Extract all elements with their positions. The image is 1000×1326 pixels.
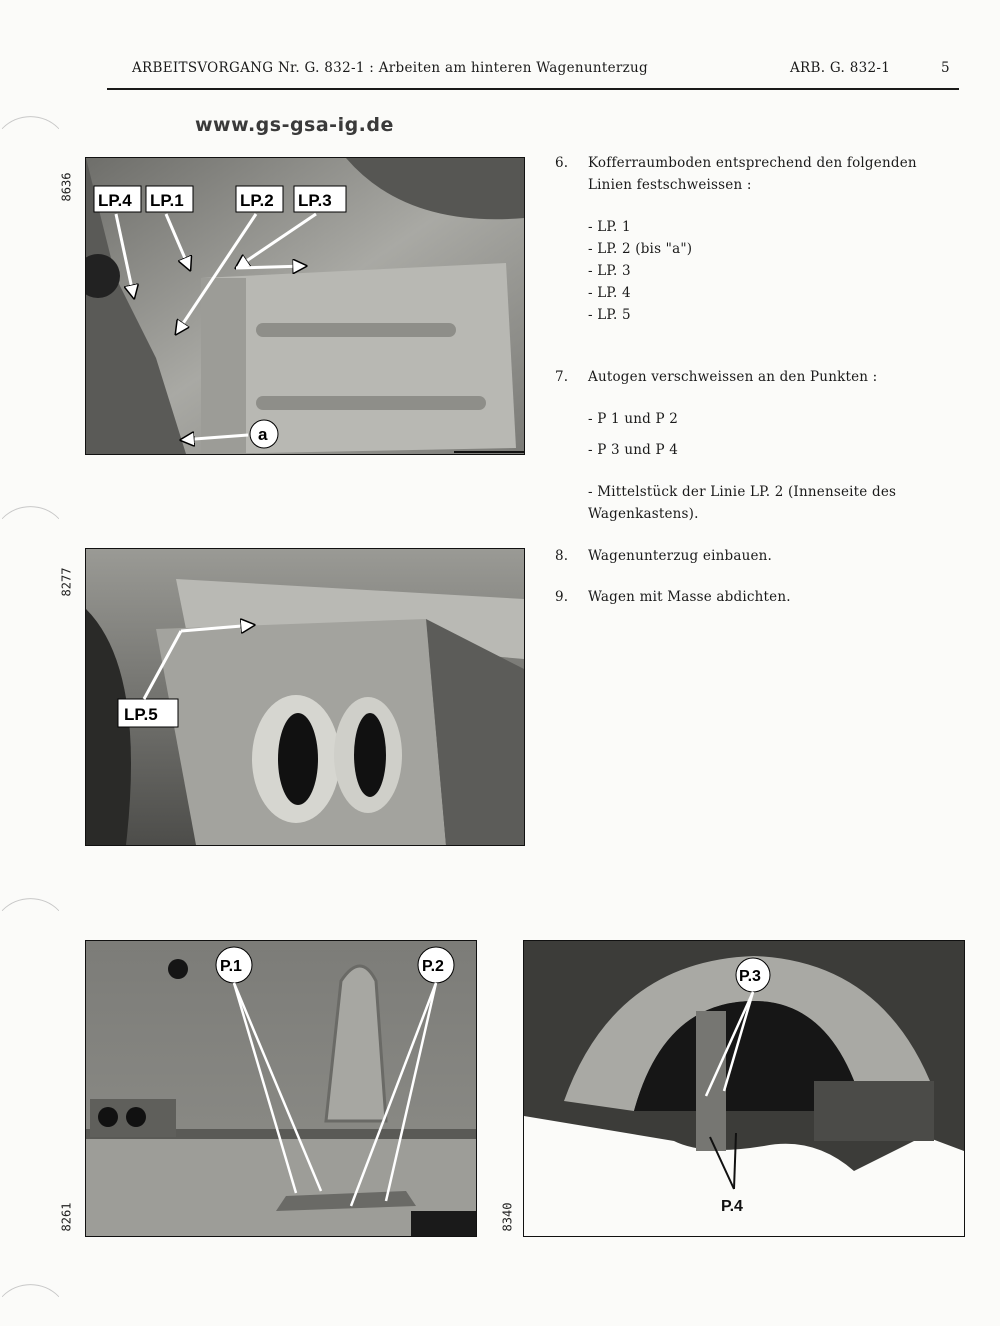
step-number: 7. bbox=[555, 369, 569, 385]
photo-number: 8636 bbox=[59, 172, 74, 202]
page-number: 5 bbox=[941, 60, 950, 76]
list-item: - LP. 4 bbox=[588, 285, 631, 301]
label-lp4: LP.4 bbox=[98, 191, 132, 210]
binder-mark bbox=[2, 1268, 60, 1326]
step-6 bbox=[555, 152, 955, 196]
header-title: ARBEITSVORGANG Nr. G. 832-1 : Arbeiten am hinteren Wagenunterzug bbox=[132, 60, 648, 76]
list-item: - P 1 und P 2 bbox=[588, 411, 679, 427]
list-item: - P 3 und P 4 bbox=[588, 442, 679, 458]
step-7 bbox=[555, 366, 955, 388]
step-text: Wagen mit Masse abdichten. bbox=[588, 589, 791, 605]
step-number: 8. bbox=[555, 548, 569, 564]
photo-number: 8340 bbox=[500, 1202, 515, 1232]
list-item: - Mittelstück der Linie LP. 2 (Innenseite des Wagenkastens). bbox=[588, 484, 897, 522]
photo-wheel-arch-p3-p4 bbox=[523, 940, 965, 1237]
photo-number: 8261 bbox=[59, 1202, 74, 1232]
step-number: 9. bbox=[555, 589, 569, 605]
step-text: Wagenunterzug einbauen. bbox=[588, 548, 773, 564]
label-p2: P.2 bbox=[422, 958, 444, 975]
website-watermark: www.gs-gsa-ig.de bbox=[195, 114, 394, 136]
label-lp2: LP.2 bbox=[240, 191, 274, 210]
instructions bbox=[555, 152, 955, 608]
photo-side-member-image bbox=[86, 549, 524, 845]
step-number: 6. bbox=[555, 155, 569, 171]
label-a: a bbox=[258, 425, 268, 444]
label-p3: P.3 bbox=[739, 968, 761, 985]
photo-underbody-p1-p2-image bbox=[86, 941, 476, 1236]
step-text: Autogen verschweissen an den Punkten : bbox=[588, 369, 878, 385]
photo-trunk-floor-image bbox=[86, 158, 524, 454]
label-p4: P.4 bbox=[721, 1198, 743, 1215]
photo-underbody-p1-p2 bbox=[85, 940, 477, 1237]
weld-points-list bbox=[555, 408, 955, 525]
header-reference: ARB. G. 832-1 bbox=[790, 60, 891, 76]
step-9 bbox=[555, 586, 955, 608]
step-8 bbox=[555, 545, 955, 567]
step-text: Kofferraumboden entsprechend den folgenden Linien festschweissen : bbox=[588, 155, 917, 193]
list-item: - LP. 1 bbox=[588, 219, 631, 235]
photo-number: 8277 bbox=[59, 567, 74, 597]
label-lp1: LP.1 bbox=[150, 191, 184, 210]
list-item: - LP. 3 bbox=[588, 263, 631, 279]
page-header bbox=[132, 60, 962, 80]
binder-mark bbox=[2, 490, 60, 548]
header-rule bbox=[107, 88, 959, 90]
list-item: - LP. 2 (bis "a") bbox=[588, 241, 693, 257]
label-lp3: LP.3 bbox=[298, 191, 332, 210]
weld-lines-list bbox=[555, 216, 955, 326]
photo-wheel-arch-p3-p4-image bbox=[524, 941, 964, 1236]
binder-mark bbox=[2, 882, 60, 940]
binder-mark bbox=[2, 100, 60, 158]
list-item: - LP. 5 bbox=[588, 307, 631, 323]
label-lp5: LP.5 bbox=[124, 705, 158, 724]
photo-side-member bbox=[85, 548, 525, 846]
label-p1: P.1 bbox=[220, 958, 242, 975]
photo-trunk-floor bbox=[85, 157, 525, 455]
